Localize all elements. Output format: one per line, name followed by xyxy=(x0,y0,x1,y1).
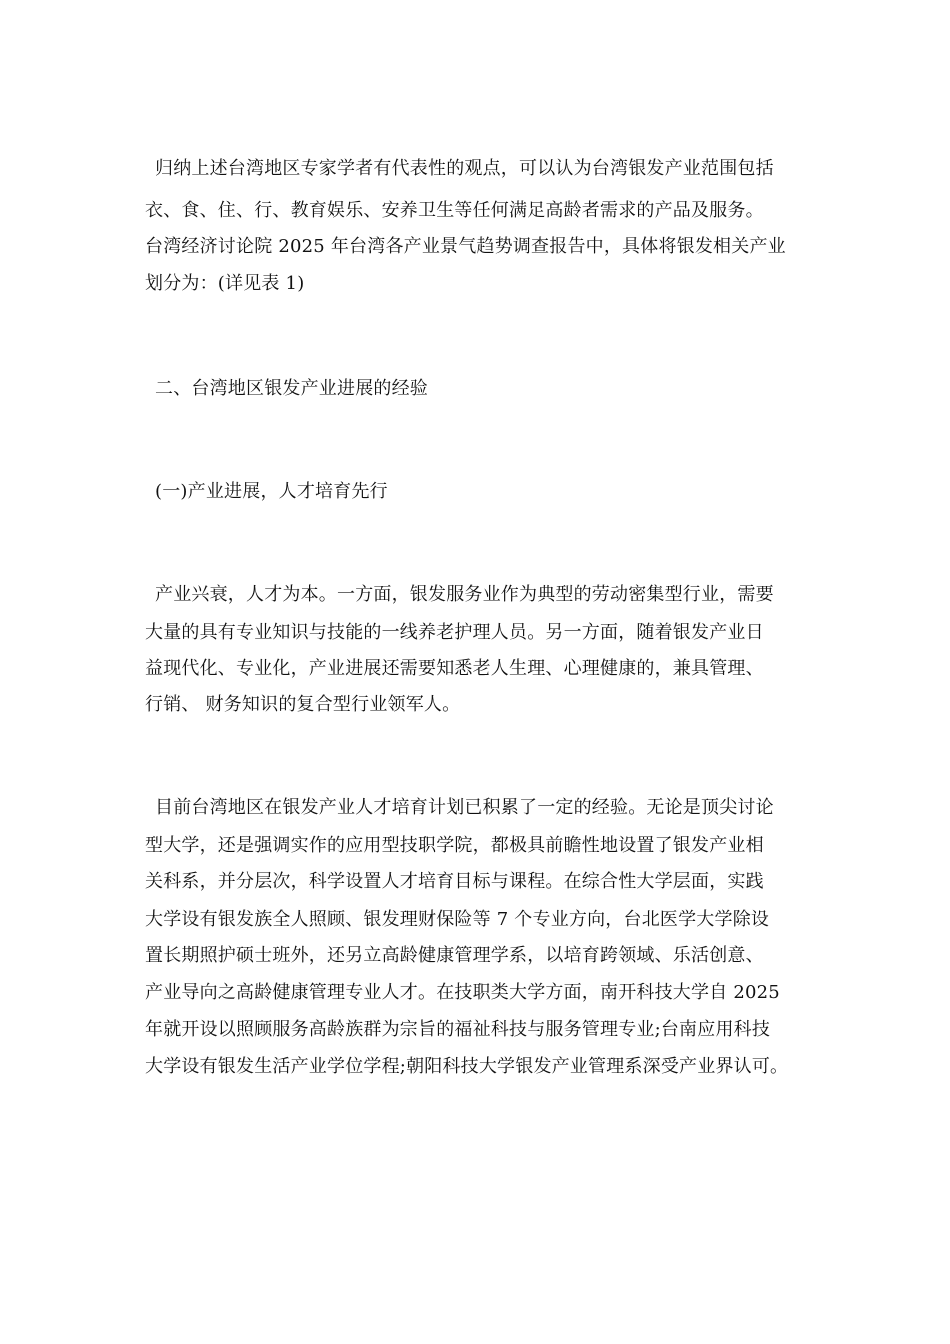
paragraph-line: 目前台湾地区在银发产业人才培育计划已积累了一定的经验。无论是顶尖讨论 xyxy=(155,797,774,818)
paragraph-line: 衣、食、住、行、教育娱乐、安养卫生等任何满足高龄者需求的产品及服务。 xyxy=(145,200,764,221)
paragraph-line: 置长期照护硕士班外，还另立高龄健康管理学系，以培育跨领域、乐活创意、 xyxy=(145,945,764,966)
paragraph-line: 划分为：(详见表 1) xyxy=(145,273,305,294)
paragraph-line: 大学设有银发族全人照顾、银发理财保险等 7 个专业方向，台北医学大学除设 xyxy=(145,909,770,930)
subsection-heading: (一)产业进展，人才培育先行 xyxy=(155,481,388,502)
section-heading: 二、台湾地区银发产业进展的经验 xyxy=(155,378,428,399)
paragraph-line: 产业导向之高龄健康管理专业人才。在技职类大学方面，南开科技大学自 2025 xyxy=(145,982,780,1003)
paragraph-line: 型大学，还是强调实作的应用型技职学院，都极具前瞻性地设置了银发产业相 xyxy=(145,835,764,856)
paragraph-line: 产业兴衰，人才为本。一方面，银发服务业作为典型的劳动密集型行业，需要 xyxy=(155,584,774,605)
paragraph-line: 益现代化、专业化，产业进展还需要知悉老人生理、心理健康的，兼具管理、 xyxy=(145,658,764,679)
paragraph-line: 关科系，并分层次，科学设置人才培育目标与课程。在综合性大学层面，实践 xyxy=(145,871,764,892)
paragraph-line: 年就开设以照顾服务高龄族群为宗旨的福祉科技与服务管理专业;台南应用科技 xyxy=(145,1019,771,1040)
paragraph-line: 大学设有银发生活产业学位学程;朝阳科技大学银发产业管理系深受产业界认可。 xyxy=(145,1056,789,1077)
paragraph-line: 归纳上述台湾地区专家学者有代表性的观点，可以认为台湾银发产业范围包括 xyxy=(155,158,774,179)
paragraph-line: 行销、 财务知识的复合型行业领军人。 xyxy=(145,694,461,715)
paragraph-line: 大量的具有专业知识与技能的一线养老护理人员。另一方面，随着银发产业日 xyxy=(145,622,764,643)
paragraph-line: 台湾经济讨论院 2025 年台湾各产业景气趋势调查报告中，具体将银发相关产业 xyxy=(145,236,786,257)
